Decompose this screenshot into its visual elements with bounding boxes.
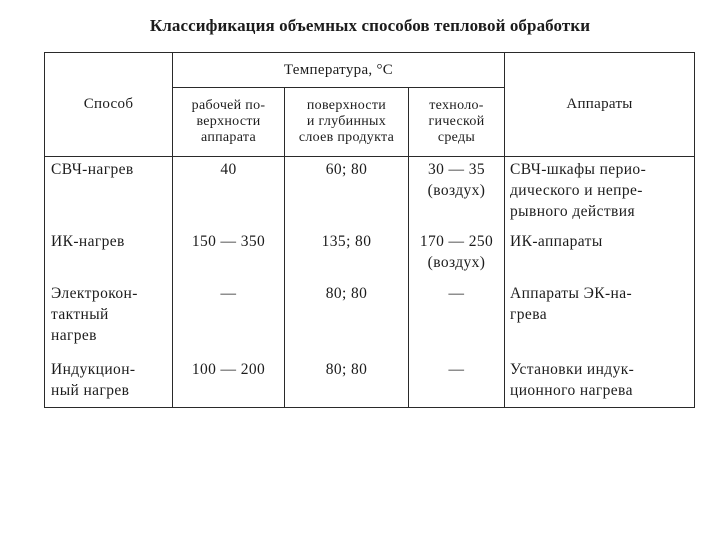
- cell-line: ционного нагрева: [510, 382, 633, 399]
- cell-method: [45, 157, 173, 232]
- cell-product-temp: [285, 283, 409, 359]
- table-body: [45, 157, 695, 408]
- page-title: Классификация объемных способов тепловой обработки: [149, 16, 591, 35]
- header-medium-temp: [409, 88, 505, 157]
- cell-line: (воздух): [427, 254, 486, 271]
- cell-line: Установки индук-: [510, 361, 635, 378]
- cell-line: —: [448, 361, 465, 378]
- cell-line: 135; 80: [321, 233, 372, 250]
- cell-product-temp: [285, 231, 409, 283]
- cell-apparatus: [505, 157, 695, 232]
- cell-line: ИК-нагрев: [51, 233, 125, 250]
- header-line: слоев продукта: [298, 130, 395, 145]
- cell-surface-temp: [173, 283, 285, 359]
- header-line: рабочей по-: [191, 98, 266, 113]
- cell-line: 80; 80: [325, 285, 368, 302]
- cell-product-temp: [285, 359, 409, 408]
- header-apparatus: Аппараты: [505, 53, 695, 157]
- cell-line: (воздух): [427, 182, 486, 199]
- cell-line: 170 — 250: [419, 233, 494, 250]
- cell-surface-temp: [173, 157, 285, 232]
- cell-medium-temp: [409, 359, 505, 408]
- cell-line: ИК-аппараты: [510, 233, 603, 250]
- cell-line: —: [448, 285, 465, 302]
- header-line: аппарата: [201, 130, 256, 145]
- cell-apparatus: [505, 359, 695, 408]
- header-line: и глубинных: [306, 114, 387, 129]
- table-row: [45, 157, 695, 232]
- cell-line: 150 — 350: [191, 233, 266, 250]
- cell-medium-temp: [409, 231, 505, 283]
- cell-line: 100 — 200: [191, 361, 266, 378]
- table-header: [45, 53, 695, 157]
- cell-method: [45, 359, 173, 408]
- cell-line: СВЧ-шкафы перио-: [510, 161, 647, 178]
- cell-apparatus: [505, 231, 695, 283]
- header-line: среды: [437, 130, 476, 145]
- table-row: [45, 231, 695, 283]
- header-line: техноло-: [429, 98, 484, 113]
- cell-line: 80; 80: [325, 361, 368, 378]
- cell-line: ный нагрев: [51, 382, 130, 399]
- cell-surface-temp: [173, 231, 285, 283]
- cell-line: —: [220, 285, 237, 302]
- header-product-temp: [285, 88, 409, 157]
- cell-line: Индукцион-: [51, 361, 136, 378]
- cell-product-temp: [285, 157, 409, 232]
- cell-line: Аппараты ЭК-на-: [510, 285, 633, 302]
- cell-line: дического и непре-: [510, 182, 643, 199]
- cell-apparatus: [505, 283, 695, 359]
- header-line: поверхности: [306, 98, 387, 113]
- header-line: верхности: [196, 114, 261, 129]
- heat-treatment-table: [44, 52, 695, 408]
- cell-line: 60; 80: [325, 161, 368, 178]
- cell-line: тактный: [51, 306, 109, 323]
- cell-medium-temp: [409, 157, 505, 232]
- cell-line: рывного действия: [510, 203, 635, 220]
- cell-line: Электрокон-: [51, 285, 138, 302]
- cell-line: 40: [220, 161, 237, 178]
- cell-method: [45, 231, 173, 283]
- cell-surface-temp: [173, 359, 285, 408]
- cell-medium-temp: [409, 283, 505, 359]
- cell-line: СВЧ-нагрев: [51, 161, 134, 178]
- table-row: [45, 283, 695, 359]
- cell-line: грева: [510, 306, 547, 323]
- cell-method: [45, 283, 173, 359]
- cell-line: 30 — 35: [427, 161, 486, 178]
- header-surface-temp: [173, 88, 285, 157]
- header-method: Способ: [45, 53, 173, 157]
- header-line: гической: [428, 114, 485, 129]
- header-temperature-group: Температура, °С: [173, 53, 505, 88]
- table-row: [45, 359, 695, 408]
- cell-line: нагрев: [51, 327, 97, 344]
